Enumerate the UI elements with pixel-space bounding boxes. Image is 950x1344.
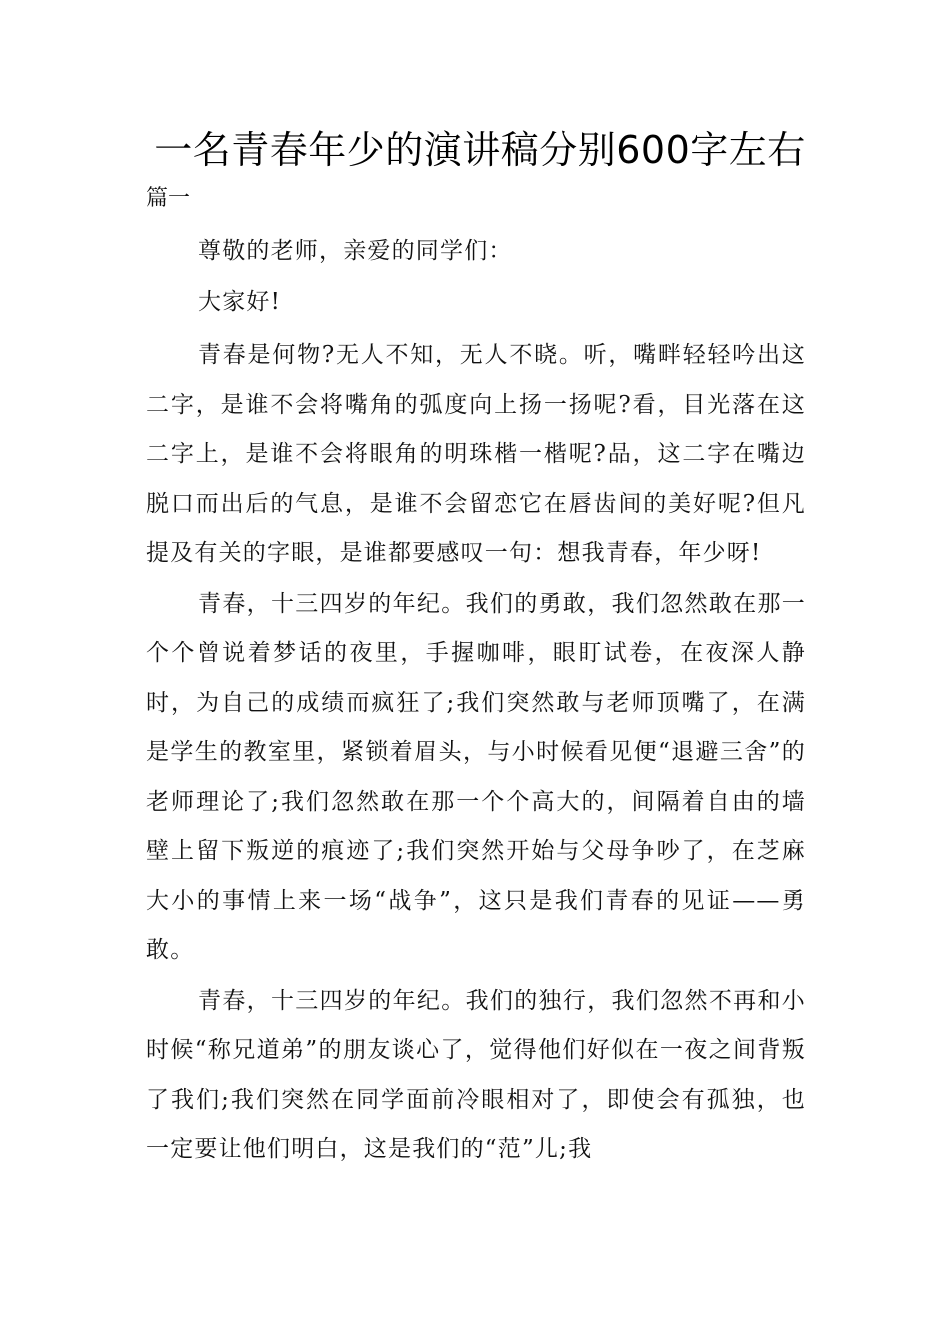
document-body [146, 227, 806, 1176]
section-label: 篇一 [146, 186, 191, 211]
body-paragraph-3: 青春，十三四岁的年纪。我们的独行，我们忽然不再和小时候“称兄道弟”的朋友谈心了，觉得他们好似在一夜之间背叛了我们;我们突然在同学面前冷眼相对了，即使会有孤独，也一定要让他们明白，这是我们的“范”儿;我 [146, 987, 806, 1162]
document-title: 一名青春年少的演讲稿分别600字左右 [154, 128, 806, 172]
body-paragraph-2: 青春，十三四岁的年纪。我们的勇敢，我们忽然敢在那一个个曾说着梦话的夜里，手握咖啡，眼盯试卷，在夜深人静时，为自己的成绩而疯狂了;我们突然敢与老师顶嘴了，在满是学生的教室里，紧锁着眉头，与小时候看见便“退避三舍”的老师理论了;我们忽然敢在那一个个高大的，间隔着自由的墙壁上留下叛逆的痕迹了;我们突然开始与父母争吵了，在芝麻大小的事情上来一场“战争”，这只是我们青春的见证——勇敢。 [146, 590, 806, 963]
salutation: 尊敬的老师，亲爱的同学们： [198, 238, 513, 264]
greeting: 大家好! [198, 288, 282, 315]
body-paragraph-1: 青春是何物?无人不知，无人不晓。听，嘴畔轻轻吟出这二字，是谁不会将嘴角的弧度向上扬一扬呢?看，目光落在这二字上，是谁不会将眼角的明珠楷一楷呢?品，这二字在嘴边脱口而出后的气息，是谁不会留恋它在唇齿间的美好呢?但凡提及有关的字眼，是谁都要感叹一句：想我青春，年少呀! [146, 342, 806, 566]
